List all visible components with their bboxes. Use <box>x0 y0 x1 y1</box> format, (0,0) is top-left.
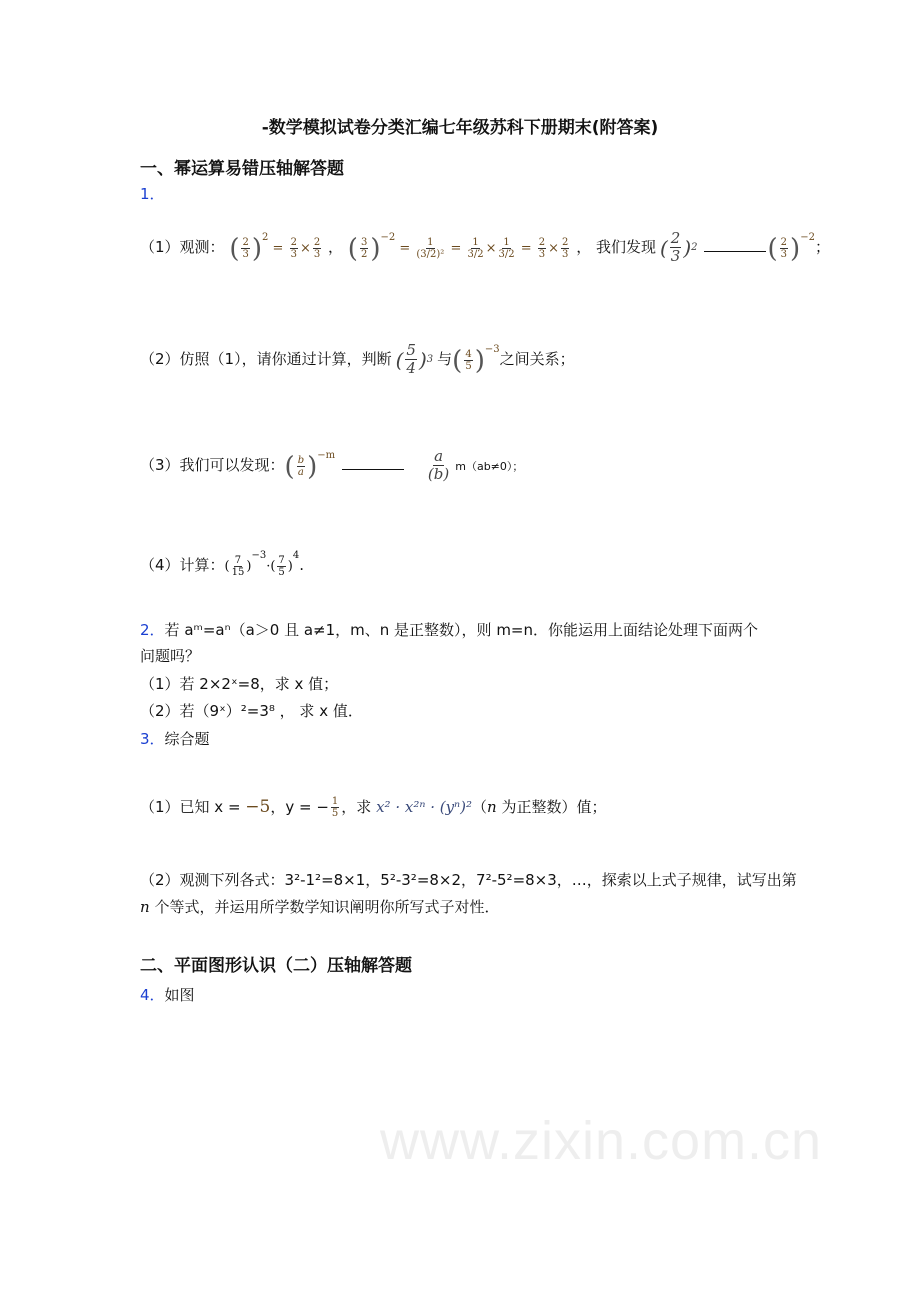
label: （1）观测： <box>140 238 225 256</box>
q3-part2-line1: （2）观测下列各式：3²-1²=8×1，5²-3²=8×2，7²-5²=8×3，…，探索以上式子规律，试写出第 <box>140 871 797 889</box>
question-3-number: 3． <box>140 730 165 748</box>
text: 为正整数）值； <box>501 798 607 816</box>
q3-part2-line2 <box>140 897 499 917</box>
math-expression: x² · x²ⁿ · (yⁿ)² <box>376 798 472 816</box>
text: ，y = − <box>270 798 329 816</box>
semicolon: ； <box>814 238 830 256</box>
math-fraction: a (b) <box>427 447 450 483</box>
comma: ， <box>328 238 344 256</box>
text: 之间关系； <box>499 350 575 368</box>
question-2-number: 2． <box>140 621 165 639</box>
math-expression: ( 7 15 )$^{-3}$·( 7 5 )$^4$ <box>224 550 300 578</box>
q2-part2: （2）若（9ˣ）²=3⁸ ， 求 x 值． <box>140 702 363 720</box>
q2-part1: （1）若 2×2ˣ=8，求 x 值； <box>140 675 339 693</box>
q1-part1 <box>140 228 830 265</box>
text: 与 <box>437 350 453 368</box>
text: 个等式，并运用所学数学知识阐明你所写式子对性． <box>149 898 500 916</box>
text: 如图 <box>164 986 195 1004</box>
x-value: −5 <box>245 797 271 817</box>
math-expression: ( 2 3 ) $^2$ = $\frac{2}{3}$ × $\frac{2}{3}$ <box>229 232 321 264</box>
section-heading-1: 一、幂运算易错压轴解答题 <box>140 159 344 179</box>
math-expression: ( 3 2 ) $^{-2}$ = $\frac{1}{\text{(3/2)²}}$ = $\frac{1}{3/2}$ × $\frac{1}{3/2}$ = $\frac{2}{3}$ × $\frac{2}{3}$ <box>347 232 569 264</box>
label: （2）仿照（1），请你通过计算，判断 <box>140 350 392 368</box>
q1-part3 <box>140 446 523 483</box>
q4 <box>140 985 195 1005</box>
q3-part1: （1）已知 x = −5，y = − $\frac{1}{5}$ ，求 x² · x²ⁿ · (yⁿ)²（n 为正整数）值； <box>140 796 607 819</box>
answer-blank[interactable] <box>704 237 766 252</box>
label: （4）计算： <box>140 556 225 574</box>
var-n: n <box>140 898 150 916</box>
text: . <box>299 556 305 574</box>
q1-part2 <box>140 340 575 377</box>
math-fraction-power: ( 5 4 ) 3 <box>395 341 434 377</box>
question-4-number: 4． <box>140 986 165 1004</box>
page-title: -数学模拟试卷分类汇编七年级苏科下册期末(附答案) <box>261 118 659 138</box>
text: 若 aᵐ=aⁿ（a＞0 且 a≠1，m、n 是正整数），则 m=n．你能运用上面结论处理下面两个 <box>164 621 759 639</box>
q1-part4 <box>140 546 304 578</box>
math-expression: ( b a ) $^{-m}$ <box>284 450 336 482</box>
text: ， 我们发现 <box>576 238 656 256</box>
math-fraction-power: ( 2 3 ) 2 <box>659 229 698 265</box>
math-expression: ( 2 3 ) $^{-2}$ <box>767 232 815 264</box>
section-heading-2: 二、平面图形认识（二）压轴解答题 <box>140 956 412 976</box>
question-1-number: 1． <box>140 185 165 203</box>
text: ，求 <box>341 798 372 816</box>
watermark: www.zixin.com.cn <box>380 1111 823 1171</box>
answer-blank[interactable] <box>342 455 404 470</box>
label: （3）我们可以发现： <box>140 456 285 474</box>
label: （1）已知 x = <box>140 798 246 816</box>
var-n: n <box>487 798 497 816</box>
q2-line1 <box>140 620 758 640</box>
text: m（ab≠0）； <box>455 460 524 473</box>
math-expression: ( 4 5 ) $^{-3}$ <box>452 344 500 376</box>
text: 综合题 <box>164 730 210 748</box>
q3-title <box>140 729 210 749</box>
q2-line2: 问题吗？ <box>140 647 201 665</box>
